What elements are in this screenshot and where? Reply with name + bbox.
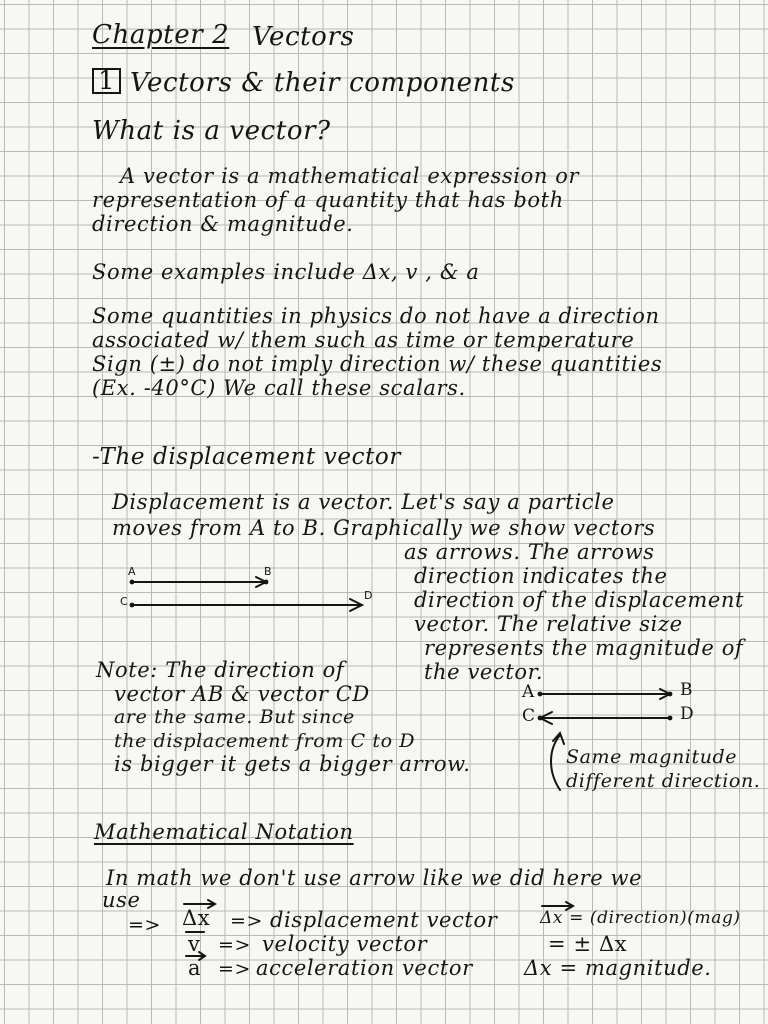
desc-acceleration: acceleration vector <box>256 956 473 980</box>
symbol-displacement: Δx <box>182 906 211 930</box>
point-c2 <box>538 716 543 721</box>
arrows-line-4: vector. The relative size <box>414 612 683 636</box>
point-b2 <box>668 692 673 697</box>
arrows-line-3: direction of the displacement <box>414 588 745 612</box>
notation-heading: Mathematical Notation <box>94 820 354 844</box>
lead-arrow: => <box>128 914 162 936</box>
label-c2: C <box>522 706 536 726</box>
section-title: Vectors & their components <box>130 68 515 98</box>
displacement-line-1: Displacement is a vector. Let's say a particle <box>112 490 615 514</box>
chapter-heading: Chapter 2 <box>92 20 230 50</box>
arrow-velocity: => <box>218 934 252 956</box>
chapter-topic: Vectors <box>252 22 355 52</box>
notation-intro-1: In math we don't use arrow like we did here we <box>106 866 643 890</box>
arrows-line-6: the vector. <box>424 660 544 684</box>
examples-line: Some examples include Δx, v , & a <box>92 260 480 284</box>
arrow-acceleration: => <box>218 958 252 980</box>
notation-intro-2: use <box>102 888 141 912</box>
arrow-displacement: => <box>230 910 264 932</box>
definition-line-3: direction & magnitude. <box>92 212 354 236</box>
note-line-1: Note: The direction of <box>96 658 345 682</box>
point-c <box>130 603 135 608</box>
bracket-mark <box>551 735 560 790</box>
note-line-4: the displacement from C to D <box>114 730 416 752</box>
displacement-heading: -The displacement vector <box>92 444 401 470</box>
scalars-line-2: associated w/ them such as time or temperature <box>92 328 635 352</box>
label-d2: D <box>680 704 695 724</box>
note-line-3: are the same. But since <box>114 706 355 728</box>
section-heading <box>92 68 121 94</box>
caption-line-1: Same magnitude <box>566 746 738 768</box>
label-a2: A <box>522 682 535 702</box>
note-line-2: vector AB & vector CD <box>114 682 370 706</box>
section-number-box: 1 <box>92 68 121 94</box>
definition-line-1: A vector is a mathematical expression or <box>120 164 580 188</box>
label-d: D <box>364 589 374 602</box>
point-b <box>264 580 269 585</box>
label-b: B <box>264 565 273 578</box>
note-line-5: is bigger it gets a bigger arrow. <box>114 752 471 776</box>
definition-line-2: representation of a quantity that has both <box>92 188 564 212</box>
desc-displacement: displacement vector <box>270 908 498 932</box>
arrows-line-5: represents the magnitude of <box>424 636 744 660</box>
caption-line-2: different direction. <box>566 770 761 792</box>
scalars-line-1: Some quantities in physics do not have a direction <box>92 304 660 328</box>
desc-velocity: velocity vector <box>262 932 428 956</box>
scalars-line-4: (Ex. -40°C) We call these scalars. <box>92 376 466 400</box>
label-a: A <box>128 565 137 578</box>
label-b2: B <box>680 680 694 700</box>
point-a2 <box>538 692 543 697</box>
label-c: C <box>120 595 129 608</box>
right-line-1: Δx = (direction)(mag) <box>540 908 741 928</box>
question-heading: What is a vector? <box>92 116 331 146</box>
symbol-acceleration: a <box>188 956 202 980</box>
displacement-line-2: moves from A to B. Graphically we show vectors <box>112 516 656 540</box>
scalars-line-3: Sign (±) do not imply direction w/ these quantities <box>92 352 663 376</box>
point-a <box>130 580 135 585</box>
right-line-2: = ± Δx <box>548 932 628 956</box>
arrows-line-1: as arrows. The arrows <box>404 540 655 564</box>
symbol-velocity: v <box>188 932 201 956</box>
arrows-line-2: direction indicates the <box>414 564 668 588</box>
right-line-3: Δx = magnitude. <box>524 956 712 980</box>
point-d2 <box>668 716 673 721</box>
